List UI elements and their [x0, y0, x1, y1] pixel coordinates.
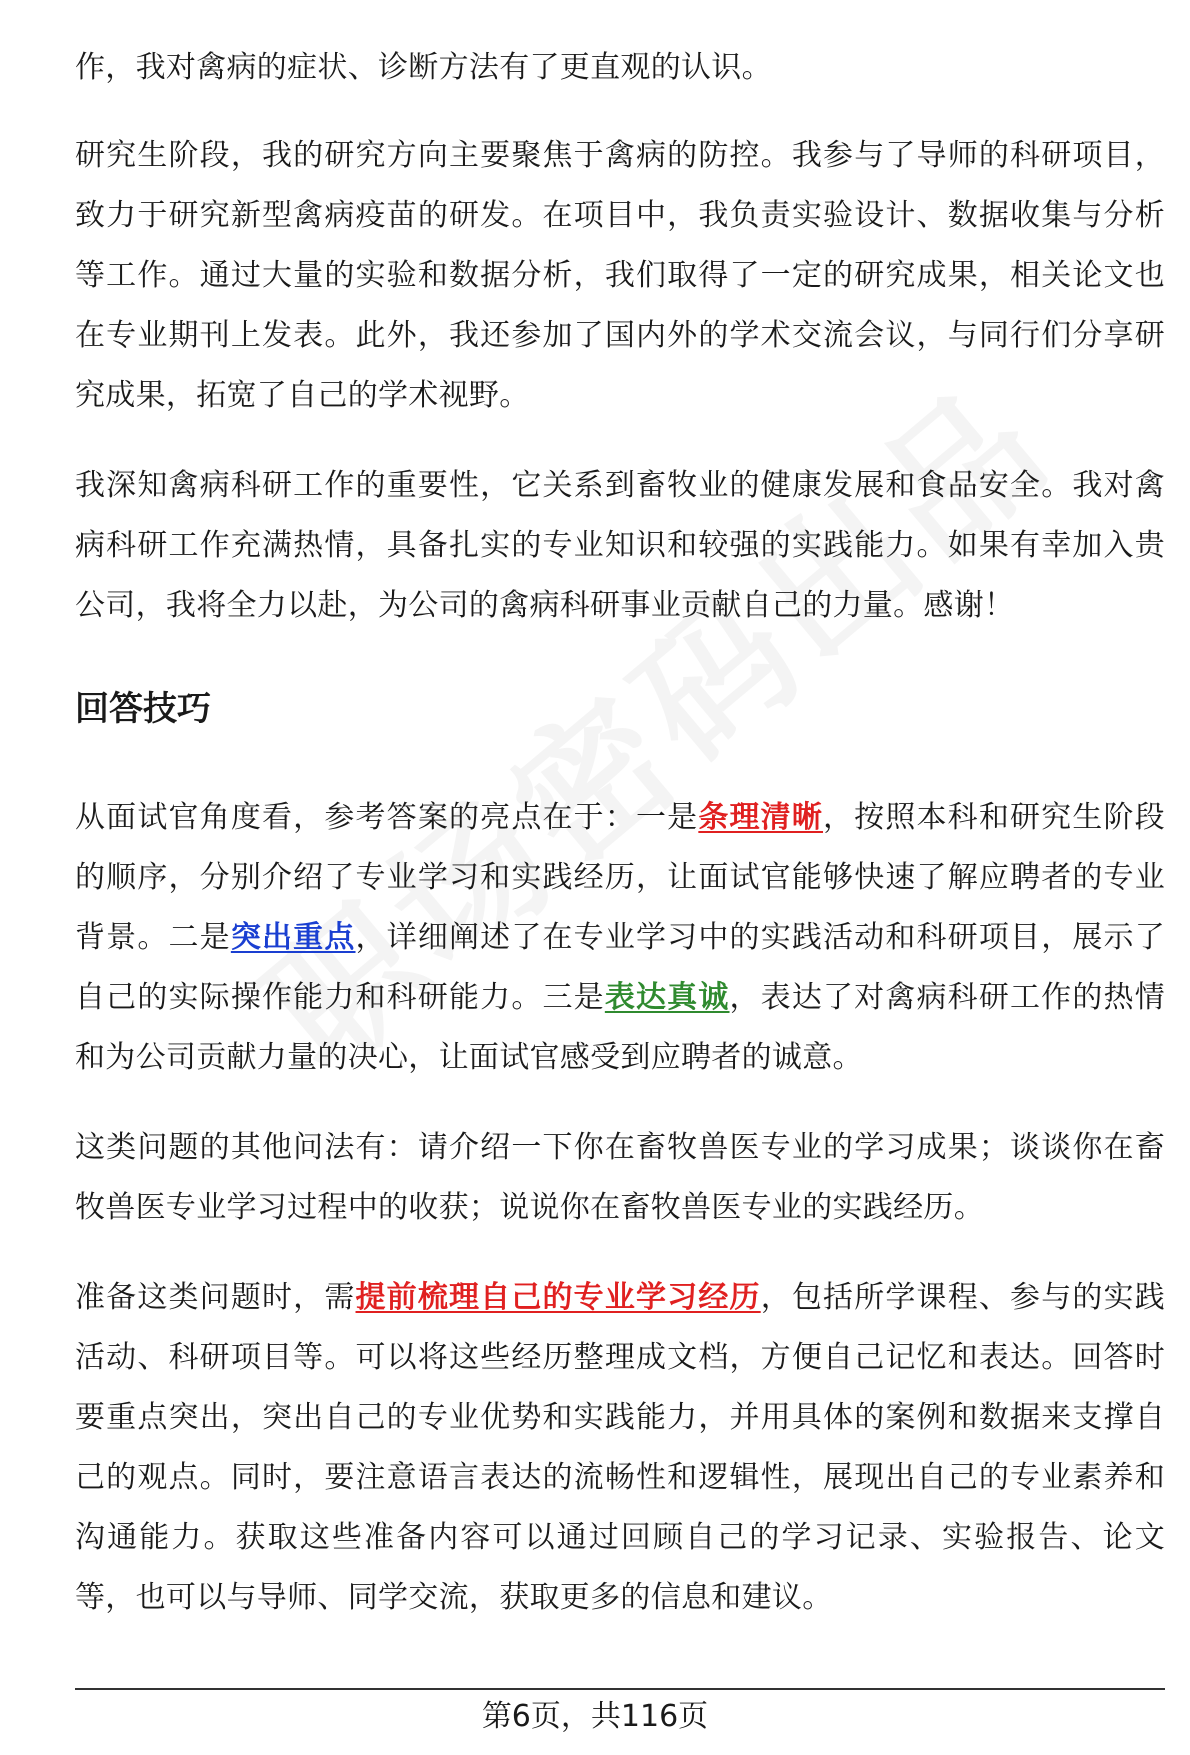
tip-text: 从面试官角度看，参考答案的亮点在于：一是 [75, 800, 699, 835]
highlight-review-study-experience: 提前梳理自己的专业学习经历 [355, 1280, 761, 1315]
page-number: 第6页，共116页 [481, 1699, 709, 1734]
paragraph-continuation: 作，我对禽病的症状、诊断方法有了更直观的认识。 [75, 50, 772, 85]
tip-text: ，包括所学课程、参与的实践活动、科研项目等。可以将这些经历整理成文档，方便自己记忆和表达。回答时要重点突出，突出自己的专业优势和实践能力，并用具体的案例和数据来支撑自己的观点。同时，要注意语言表达的流畅性和逻辑性，展现出自己的专业素养和沟通能力。获取这些准备内容可以通过回顾自己的学习记录、实验报告、论文等，也可以与导师、同学交流，获取更多的信息和建议。 [75, 1280, 1166, 1615]
paragraph-graduate-stage: 研究生阶段，我的研究方向主要聚焦于禽病的防控。我参与了导师的科研项目，致力于研究新型禽病疫苗的研发。在项目中，我负责实验设计、数据收集与分析等工作。通过大量的实验和数据分析，我们取得了一定的研究成果，相关论文也在专业期刊上发表。此外，我还参加了国内外的学术交流会议，与同行们分享研究成果，拓宽了自己的学术视野。 [75, 138, 1165, 413]
tip-text: ，按照本科和研究生阶段的顺序，分别介绍了专业学习和实践经历，让面试官能够快速了解应聘者的专业背景。二是 [75, 800, 1165, 955]
highlight-clear-structure: 条理清晰 [698, 800, 824, 835]
section-heading: 回答技巧 [75, 689, 211, 729]
tip-text: ，表达了对禽病科研工作的热情和为公司贡献力量的决心，让面试官感受到应聘者的诚意。 [75, 980, 1165, 1075]
footer-divider [75, 1688, 1165, 1690]
tip-text: ，详细阐述了在专业学习中的实践活动和科研项目，展示了自己的实际操作能力和科研能力。三是 [75, 920, 1165, 1015]
highlight-sincere-expression: 表达真诚 [604, 980, 730, 1015]
tip-paragraph-alternative-questions: 这类问题的其他问法有：请介绍一下你在畜牧兽医专业的学习成果；谈谈你在畜牧兽医专业学习过程中的收获；说说你在畜牧兽医专业的实践经历。 [75, 1130, 1165, 1225]
paragraph-closing: 我深知禽病科研工作的重要性，它关系到畜牧业的健康发展和食品安全。我对禽病科研工作充满热情，具备扎实的专业知识和较强的实践能力。如果有幸加入贵公司，我将全力以赴，为公司的禽病科研事业贡献自己的力量。感谢！ [75, 468, 1165, 623]
document-page [75, 38, 1165, 1658]
highlight-key-points: 突出重点 [230, 920, 356, 955]
tip-text: 准备这类问题时，需 [75, 1280, 356, 1315]
tip-paragraph-preparation [75, 1268, 1165, 1628]
tip-paragraph-highlights [75, 788, 1165, 1088]
